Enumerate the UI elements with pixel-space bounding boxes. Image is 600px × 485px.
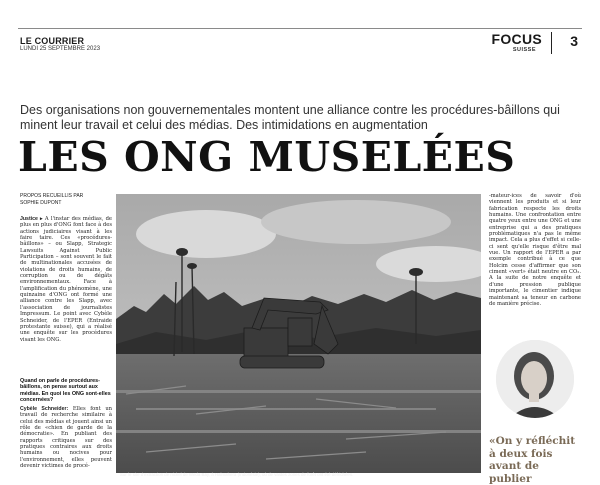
deforestation-site-image — [116, 194, 481, 473]
answer-text: Elles font un travail de recherche similaire à celui des médias et jouent ainsi un rôle de «chien de garde de la démocratie». En publiant des rapports critiques sur des pratiques contraires aux droits humains ou nocives pour l'environnement, elles peuvent devenir victimes de procé- — [20, 406, 113, 470]
byline-author: SOPHIE DUPONT — [20, 200, 62, 206]
interviewee-portrait — [496, 340, 574, 418]
portrait-image — [496, 340, 574, 418]
header-rule — [18, 28, 582, 29]
section-title: FOCUS — [491, 31, 542, 47]
issue-date: LUNDI 25 SEPTEMBRE 2023 — [20, 46, 101, 52]
section-subtitle: SUISSE — [512, 47, 536, 53]
lead-paragraph — [20, 216, 112, 343]
header-separator — [551, 32, 552, 54]
interview-answer — [20, 406, 112, 469]
interview-question: Quand on parle de procédures-bâillons, on pense surtout aux médias. En quoi les ONG sont-elles concernées? — [20, 378, 111, 404]
headline: LES ONG MUSELÉES — [18, 133, 516, 181]
standfirst: Des organisations non gouvernementales montent une alliance contre les procédures-bâillons qui minent leur travail et celui des médias. Des intimidations en augmentation — [20, 103, 560, 132]
photo-caption: Sur le site d'extraction de nickel de Weda Bay, à Halmahera (Indonésie), où de vastes zones de forêt ont été défrichées. — [120, 472, 354, 477]
page-number: 3 — [570, 33, 578, 49]
kicker: Justice ▸ — [20, 216, 43, 222]
column-three-text: -mateur-ices de savoir d'où viennent les produits et si leur fabrication respecte les droits humains. Une confrontation entre quatre yeux entre une ONG et une entreprise qui a des pratiques problématiques n'a pas le même impact. Cela a plus d'effet si celle-ci sent qu'elle risque d'être mal vue. Un rapport de l'EPER a par exemple contribué à ce que Holcim cesse d'affirmer que son ciment «vert» était neutre en CO₂. A la suite de notre enquête et d'une pression publique importante, le cimentier indique maintenant sa teneur en carbone de manière précise. — [489, 193, 581, 307]
lead-text: A l'instar des médias, de plus en plus d'ONG font face à des actions judiciaires visant à les faire taire. Ces «procédures-bâillons» – ou Slapp, Strategic Lawsuits Against Public Participation – sont souvent le fait de multinationales accusées de violations de droits humains, de corruption ou de dégâts environnementaux. Face à l'amplification du phénomène, une quinzaine d'ONG ont formé une alliance contre les Slapp, avec l'association de journalistes Impressum. Le point avec Cybèle Schneider, de l'EPER (Entraide protestante suisse), qui a réalisé une enquête sur les procédures visant les ONG. — [20, 216, 112, 343]
newspaper-name: LE COURRIER — [20, 36, 85, 46]
answer-speaker: Cybèle Schneider: — [20, 406, 69, 412]
byline-label: PROPOS RECUEILLIS PAR — [20, 193, 84, 199]
article-photo — [116, 194, 481, 473]
byline — [20, 193, 83, 207]
pull-quote: «On y réfléchit à deux fois avant de publier — [489, 435, 576, 485]
